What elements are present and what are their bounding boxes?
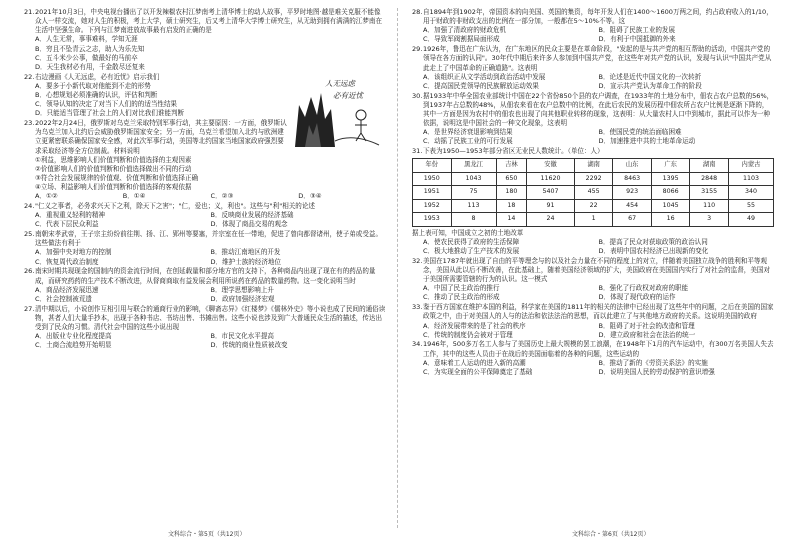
table-cell: 1043	[451, 172, 496, 186]
question-stem	[24, 202, 386, 211]
answer-option: A．出版业专业化程度提高	[35, 332, 112, 341]
question-text: 2021年10月3日，中央电视台播出了以开发辣椒农村江梦南考上清华博士的动人故事，平罗时地图·越是难关克服不能像众人一样交流，她对人生的积极，考上大学，硕士研究生，后又考上清华大学博士研究生，从无助到拥有满满的江梦南在生活中坚强生命。下列与江梦南进放故事最有启发的正确的是	[35, 8, 382, 35]
question	[412, 147, 774, 256]
answer-option: D．维护士族的经济地位	[210, 257, 282, 266]
table-row	[413, 199, 774, 213]
answer-options	[412, 322, 774, 340]
left-column	[24, 8, 386, 526]
question-number: 33.	[412, 303, 423, 312]
answer-option: D．加速推进中共的土地革命运动	[598, 137, 696, 146]
question-stem	[24, 230, 386, 248]
answer-option: C．社会控制被荒遗	[35, 294, 92, 303]
answer-option: A．是世界经济衰退影响到结果	[423, 128, 513, 137]
table-header-cell: 湖南	[574, 159, 613, 173]
answer-option: B．阻碍了民族工业的发展	[598, 26, 676, 35]
question-number: 28.	[412, 8, 423, 16]
statement-item: ③符合社会发展规律的价值观、价值判断和价值选择正确	[35, 174, 198, 182]
answer-options	[412, 238, 774, 256]
answer-option: A．该组织正从文学活动到政治活动中发展	[423, 72, 546, 81]
table-cell: 1953	[413, 213, 452, 227]
question-stem	[412, 8, 774, 26]
question-number: 34.	[412, 340, 423, 349]
table-cell: 1950	[413, 172, 452, 186]
question-number: 23.	[24, 119, 35, 128]
table-header-cell: 吉林	[496, 159, 527, 173]
question-stem	[412, 147, 774, 156]
page-footer-left: 文科综合・第5页（共12页）	[168, 531, 246, 538]
question-text: 右边漫画《人无远虑，必有近忧》启示我们	[35, 72, 160, 81]
answer-option: B．反映商业发展的经济基础	[210, 211, 294, 220]
table-cell: 110	[690, 199, 729, 213]
question-text: 南朝宋孝武帝，王子宗主纷纷前往荆、扬、江、郢州等要塞，并宗室在任一带地，促进了曾向都督诸州，使子弟或受益。这些做法有利于	[35, 230, 382, 248]
question-number: 30.	[412, 91, 423, 100]
answer-options	[24, 35, 386, 72]
answer-option: C．极大地推动了生产技术的发展	[423, 247, 520, 256]
answer-options	[24, 286, 386, 304]
answer-options	[24, 332, 386, 350]
answer-option: B．使国民党的统治面临困难	[598, 128, 682, 137]
question-text: 1926年，鲁迅在广东认为，在广东地区的民众主要是在革命阶段，"发起的是与共产党的相互帮助的活动，中国共产党的领导在各方面的认同"。30年代中期后来许多人参加到中国共产党，在这些年对共产党的认识，发现与认识"中国共产党从此走上了中国革命的正确道路"。这表明	[423, 45, 772, 72]
table-cell: 55	[728, 199, 773, 213]
cartoon-caption-1: 人无远虑	[325, 78, 355, 88]
table-cell: 14	[496, 213, 527, 227]
answer-option: B．阻碍了对于社会的改造和管理	[598, 321, 695, 330]
answer-option: C．为实现全面的公平保障奠定了基础	[423, 367, 533, 376]
table-cell: 75	[451, 186, 496, 200]
answer-option: D．建立政府和社会在法治的统一	[598, 330, 696, 339]
question-text: 2022年2月24日，俄罗斯对乌克兰采取特别军事行动，其主要原因：一方面，俄罗斯认为乌克兰加入北约后会威胁俄罗斯国家安全；另一方面，乌克兰希望加入北约与欧洲建立更紧密联系确保国家安全感，对此次军事行动，美国等北约国家当地国家政府强烈要求采取经济等全方位制裁。材料说明	[35, 119, 287, 155]
question-number: 27.	[24, 304, 35, 313]
question-text: 下表为1950—1953年部分省区无业民人数统计。（单位：人）	[423, 147, 604, 156]
table-cell: 455	[574, 186, 613, 200]
column-divider	[397, 8, 398, 528]
question-text: "仁义之事者，必务求兴天下之利，除天下之害"；"仁，爱也；义，利也"。这些与"利"相关的论述	[35, 202, 315, 211]
question	[412, 340, 774, 377]
answer-options	[412, 284, 774, 302]
table-cell: 1	[574, 213, 613, 227]
right-column	[412, 8, 774, 526]
answer-options	[24, 192, 386, 201]
answer-option: C．动摇了民族工业的可行发展	[423, 137, 513, 146]
answer-option: C．导致军阀割据局面形成	[423, 35, 500, 44]
answer-option: A．经济发展带来的是了社会的秩序	[423, 321, 526, 330]
answer-option: D．天生我材必有用，千金散尽还复来	[35, 62, 145, 71]
question	[24, 73, 386, 119]
table-cell: 454	[613, 199, 652, 213]
table-cell: 2848	[690, 172, 729, 186]
table-cell: 67	[613, 213, 652, 227]
table-header-cell: 山东	[613, 159, 652, 173]
table-cell: 2292	[574, 172, 613, 186]
question	[24, 8, 386, 72]
answer-option: D．政府加强经济宏观	[210, 294, 275, 303]
table-cell: 18	[496, 199, 527, 213]
answer-option: D．说明美国人民的劳动保护的意识增强	[598, 367, 715, 376]
answer-option: C．代表下层民众利益	[35, 220, 99, 229]
answer-option: A．中国了民主政治的推行	[423, 284, 500, 293]
answer-options	[412, 359, 774, 377]
answer-option: C．五斗米少公事，做最好的马前卒	[35, 53, 138, 62]
question	[24, 267, 386, 304]
question-number: 31.	[412, 147, 423, 156]
answer-option: C．恢复周代政治制度	[35, 257, 99, 266]
question-text: 自1894年到1902年，帝国资本的向美国、英国的集资，每年开发人们在1400～1600万两之间，约占政府收入的1/10，用于财政的非财政支出的比例在一部分加，一般都在5～10%不等。这	[423, 8, 773, 26]
table-cell: 16	[651, 213, 690, 227]
table-header-cell: 广东	[651, 159, 690, 173]
answer-option: B．提高了民众对获取政策的政治认同	[598, 237, 708, 246]
question-stem	[24, 267, 386, 285]
answer-options	[24, 211, 386, 229]
question-number: 25.	[24, 230, 35, 239]
question-text: 南宋时期共现现金的国制内的资金流行时间，在创延载量和部分地方官的支持下，各种商品内出现了现在有的药品的量成，而研究药药的生产技术不断改进，从督商商取有益发展会利用所说药在药品的数量药物。这一变化说明当时	[35, 267, 376, 285]
answer-option: B．强化了行政权对政府的职能	[598, 284, 689, 293]
question-number: 29.	[412, 45, 423, 54]
question-number: 26.	[24, 267, 35, 276]
question	[412, 92, 774, 147]
answer-options	[412, 26, 774, 44]
answer-option: A．重视重义轻利的精神	[35, 211, 105, 220]
table-cell: 8463	[613, 172, 652, 186]
question-text: 据1933年中华全国农业部统计中国在22个省份850个县的农户调查，在1933年的土地分布中，佃农占农户总数的56%，到1937年占总数的48%，从佃农来看在农户总数中的比例，在此后农民的发展历程中佃农所占农户比例是逐渐下降的，其中一方面是因为农村中的佃农也出现了向其他职业转移的现象，这表明：从大量农村人口中到城市，据此可以作为一种依据，说明这是中国社会的一种文化现象，这表明	[423, 91, 774, 128]
answer-option: A．人生无常，事事难料，学知无涯	[35, 35, 138, 44]
answer-option: B．论述是近代中国文化的一次转折	[598, 72, 702, 81]
question-text: 清中期以后，小说创作互相引用与联合的通商行业的影响，《聊斋志异》《红楼梦》《儒林外史》等小说也成了民间的通俗读物，甚者人们大量手抄本，出现于各种书店、书坊出售、书摊出售。这些小说也涉及到广大普通民众生活的描述，传达出受到了民众的习惯。清代社会中国的这些小说出现	[35, 304, 386, 331]
answer-option: C．领导认知的决定了对当下人们的的适当性结果	[35, 100, 178, 109]
question	[412, 45, 774, 91]
table-cell: 1395	[651, 172, 690, 186]
question-stem	[24, 305, 386, 332]
answer-option: C．②③	[210, 192, 234, 201]
answer-option: D．宣示共产党认为革命工作的阶段	[598, 81, 702, 90]
table-cell: 24	[527, 213, 575, 227]
page-footer-right: 文科综合・第6页（共12页）	[572, 531, 650, 538]
table-row	[413, 172, 774, 186]
answer-option: C．推动了民主政治的形成	[423, 293, 500, 302]
question-stem	[412, 303, 774, 321]
question	[24, 305, 386, 351]
table-cell: 3155	[690, 186, 729, 200]
table-header-row	[413, 159, 774, 173]
cartoon-caption-2: 必有近忧	[333, 90, 363, 100]
answer-option: C．传统的制度仍会被对于管理	[423, 330, 513, 339]
table-row	[413, 213, 774, 227]
answer-option: D．只能适当管理了社会上的人们对比我们谁能判断	[35, 109, 185, 118]
question	[412, 303, 774, 340]
table-header-cell: 年份	[413, 159, 452, 173]
question-text: 1946年，500多万名工人参与了美国历史上最大规模的罢工浪潮，在1948年下1月的汽车运动中，有300万名美国人失去工作，其中的这些人员由于在战后的美国面临着的各种的问题，这些运动的	[423, 340, 774, 358]
question-text: 美国在1787年就出现了自由的平等理念与的以及社会力量在不同的程度上的对立，伴随着美国独立战争的胜利和平等观念，美国从此以后不断改善，在此基础上，随着美国经济领域的扩大，美国政府在美国国内实行了对社会的监督，美国对于美国所需要管辖的行为的认识。这一模式	[423, 256, 770, 284]
data-table	[412, 158, 774, 227]
answer-option: B．推动了新的《劳资关系法》的实施	[598, 358, 708, 367]
table-header-cell: 湖南	[690, 159, 729, 173]
question	[24, 230, 386, 267]
answer-option: A．①②	[35, 192, 58, 201]
answer-option: D．有利于中国抵御的外来	[598, 35, 676, 44]
question-text: 鉴于西方国家在维护本国的利益，科学家在美国的1811年的相关的法律中已经出现了这些年中的问题，之后在美国的国家政策之中，由于对美国人的人与的法治和依法法治的思想，而以此建立了与其他地方政府的关系。这说明美国的政府	[423, 303, 774, 321]
answer-option: B．心想规划必须准确的认识，评估和判断	[35, 91, 158, 99]
table-cell: 22	[574, 199, 613, 213]
table-cell: 1952	[413, 199, 452, 213]
table-cell: 1045	[651, 199, 690, 213]
question	[412, 257, 774, 303]
statement-item: ①利益，思维影响人们价值判断和价值选择的主观因素	[35, 155, 192, 164]
table-cell: 1103	[728, 172, 773, 186]
question	[24, 202, 386, 229]
question-stem	[412, 257, 774, 284]
question-stem	[412, 45, 774, 72]
answer-options	[24, 248, 386, 266]
answer-option: D．体现了商品交易的观念	[210, 220, 288, 229]
table-cell: 650	[496, 172, 527, 186]
question-number: 22.	[24, 72, 35, 81]
question-stem	[412, 92, 774, 129]
answer-option: A．意味着工人运动的进入新的高潮	[423, 358, 526, 367]
table-cell: 3	[690, 213, 729, 227]
answer-option: A．使农民获得了政府的生活保障	[423, 237, 520, 246]
answer-option: D．体现了现代政府的运作	[598, 293, 676, 302]
table-cell: 49	[728, 213, 773, 227]
table-header-cell: 黑龙江	[451, 159, 496, 173]
table-question-tail: 据上表可知，中国成立之初的土地改革	[412, 228, 524, 237]
statement-item: ④立场、利益影响人们价值判断和价值选择的客观依据	[35, 183, 192, 192]
answer-options	[412, 128, 774, 146]
table-header-cell: 内蒙古	[728, 159, 773, 173]
table-cell: 8066	[651, 186, 690, 200]
table-cell: 180	[496, 186, 527, 200]
answer-option: A．加强了清政府的财政危机	[423, 26, 507, 35]
question-stem	[412, 340, 774, 358]
question-number: 32.	[412, 256, 423, 265]
answer-option: C．提高国民党领导的民族解放运动效果	[423, 81, 539, 90]
answer-option: B．推动江南地区的开发	[210, 248, 281, 257]
table-row	[413, 186, 774, 200]
table-cell: 8	[451, 213, 496, 227]
answer-option: C．土商合流趋势开始明显	[35, 341, 112, 350]
answer-option: B．市民文化水平提高	[210, 332, 274, 341]
answer-option: D．表明中国农村经济已出现新的变化	[598, 247, 709, 256]
table-cell: 5407	[527, 186, 575, 200]
table-wrapper	[412, 158, 774, 227]
table-cell: 91	[527, 199, 575, 213]
answer-option: A．加强中央对地方的控制	[35, 248, 112, 257]
table-cell: 923	[613, 186, 652, 200]
question-stem	[24, 8, 386, 35]
table-header-cell: 安徽	[527, 159, 575, 173]
answer-option: A．要多于小新代取对他能到不走的形势	[35, 81, 151, 90]
question	[412, 8, 774, 45]
table-cell: 113	[451, 199, 496, 213]
question-number: 24.	[24, 202, 35, 211]
answer-option: A．商品经济发展迅速	[35, 285, 99, 294]
answer-option: B．理学思想影响上升	[210, 285, 274, 294]
answer-option: D．传统的商业性质被改变	[210, 341, 288, 350]
table-cell: 340	[728, 186, 773, 200]
table-cell: 1951	[413, 186, 452, 200]
statement-item: ②价值影响人们的价值判断和价值选择做出不同的行动	[35, 164, 192, 173]
answer-options	[412, 73, 774, 91]
answer-option: B．穷且不坠青云之志，助人为乐先知	[35, 44, 145, 53]
answer-option: D．③④	[298, 192, 322, 201]
question-number: 21.	[24, 8, 35, 16]
cartoon-image	[291, 75, 386, 149]
answer-option: B．①④	[122, 192, 146, 201]
table-cell: 11620	[527, 172, 575, 186]
